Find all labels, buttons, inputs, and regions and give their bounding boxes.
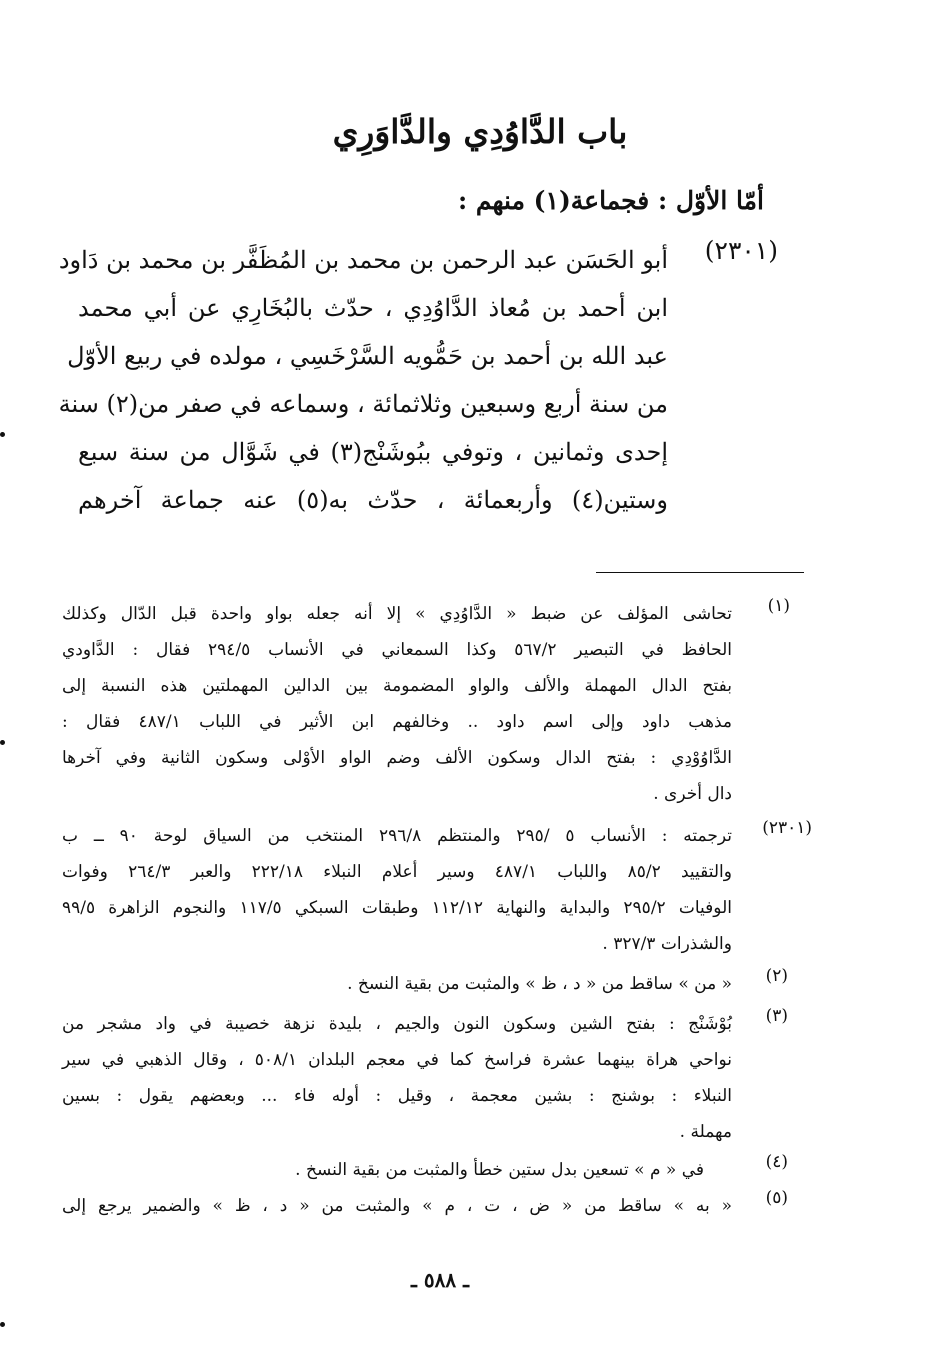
entry-number: (٢٣٠١) (704, 236, 778, 265)
footnote-2301 (62, 818, 812, 962)
section-intro: أمّا الأوّل : فجماعة(١) منهم : (457, 186, 764, 215)
footnote-line: ترجمته : الأنساب ٥ /٢٩٥ والمنتظم ٢٩٦/٨ المنتخب من السياق لوحة ٩٠ ــ ب (62, 826, 732, 846)
footnote-4 (62, 1152, 788, 1188)
footnote-line: مهملة . (679, 1122, 732, 1142)
footnote-line: الوفيات ٢٩٥/٢ والبداية والنهاية ١١٢/١٢ وطبقات السبكي ١١٧/٥ والنجوم الزاهرة ٩٩/٥ (62, 898, 732, 918)
footnote-number: (٣) (765, 1006, 788, 1026)
entry-line: وستين(٤) وأربعمائة ، حدّث به(٥) عنه جماعة آخرهم (78, 486, 669, 514)
footnote-line: في « م » تسعين بدل ستين خطأ والمثبت من بقية النسخ . (295, 1160, 704, 1180)
footnote-number: (٥) (765, 1188, 788, 1208)
footnote-number: (٤) (765, 1152, 788, 1172)
footnote-number: (٢) (765, 966, 788, 986)
footnote-line: دال أخرى . (653, 784, 732, 804)
footnote-5 (62, 1188, 788, 1224)
chapter-title: باب الدَّاوُدِي والدَّاوَرِي (332, 112, 628, 151)
footnote-line: مذهب داود وإلى اسم داود .. وخالفهم ابن الأثير في اللباب ٤٨٧/١ فقال : (62, 712, 732, 732)
entry-text (58, 236, 669, 524)
entry-line: من سنة أربع وسبعين وثلاثمائة ، وسماعه في صفر من(٢) سنة (58, 390, 668, 418)
footnote-3 (62, 1006, 788, 1150)
entry-line: ابن أحمد بن مُعاذ الدَّاوُدِي ، حدّث بالبُخَارِي عن أبي محمد (78, 294, 668, 322)
footnote-line: بفتح الدال المهملة والألف والواو المضمومة بين الدالين المهملتين هذه النسبة إلى (62, 676, 732, 696)
footnote-line: الدَّاوُوْدِي : بفتح الدال وسكون الألف وضم الواو الأوْلى وسكون الثانية وفي آخرها (62, 748, 732, 768)
footnote-line: نواحي هراة بينهما عشرة فراسخ كما في معجم البلدان ٥٠٨/١ ، وقال الذهبي في سير (62, 1050, 733, 1070)
footnote-number: (١) (767, 596, 790, 616)
scan-mark (0, 1322, 5, 1327)
footnote-separator (596, 572, 804, 573)
footnote-2 (62, 966, 788, 1002)
footnote-line: « به » ساقط من « ض ، ت ، م » والمثبت من « د ، ظ » والضمير يرجع إلى (62, 1196, 733, 1216)
footnote-line: النبلاء : بوشنج : بشين معجمة ، وقيل : أوله فاء ... وبعضهم يقول : بسين (62, 1086, 732, 1106)
footnote-line: والشذرات ٣٢٧/٣ . (602, 934, 732, 954)
footnote-line: بُوْشَنْج : بفتح الشين وسكون النون والجيم ، بليدة نزهة خصيبة في واد مشجر من (62, 1014, 732, 1034)
footnote-line: « من » ساقط من « د ، ظ » والمثبت من بقية النسخ . (347, 974, 732, 994)
footnote-line: الحافظ في التبصير ٥٦٧/٢ وكذا السمعاني في الأنساب ٢٩٤/٥ فقال : الدَّاودي (62, 640, 732, 660)
footnote-line: والتقييد ٨٥/٢ واللباب ٤٨٧/١ وسير أعلام النبلاء ٢٢٢/١٨ والعبر ٢٦٤/٣ وفوات (62, 862, 732, 882)
footnote-line: تحاشى المؤلف عن ضبط « الدَّاوُدِي » إلا أنه جعله بواو واحدة قبل الدّال وكذلك (62, 604, 732, 624)
scan-mark (0, 740, 5, 745)
scan-mark (0, 432, 5, 437)
footnote-1 (62, 596, 790, 812)
footnote-number: (٢٣٠١) (762, 818, 812, 838)
entry-line: عبد الله بن أحمد بن حَمُّويه السَّرْخَسِي ، مولده في ربيع الأوّل (67, 342, 668, 370)
entry-line: إحدى وثمانين ، وتوفي ببُوشَنْج(٣) في شَوَّال من سنة سبع (78, 438, 668, 466)
page-number: ـ ٥٨٨ ـ (411, 1268, 469, 1292)
entry-line: أبو الحَسَن عبد الرحمن بن محمد بن المُظَفَّر بن محمد بن دَاود (58, 246, 668, 274)
